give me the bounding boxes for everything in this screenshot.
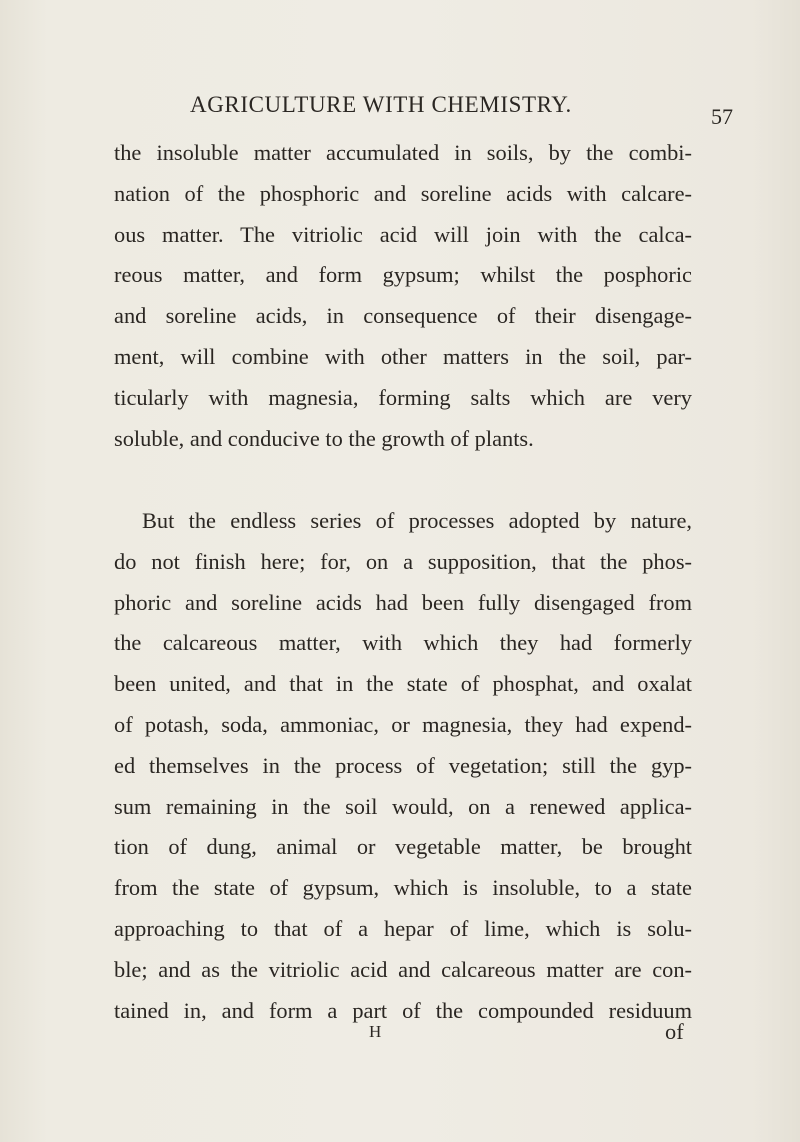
text-line: nation of the phosphoric and soreline acids with calcare- xyxy=(114,180,692,206)
text-line: ticularly with magnesia, forming salts which are very xyxy=(114,384,692,410)
text-line: phoric and soreline acids had been fully disengaged from xyxy=(114,589,692,615)
paragraph-2 xyxy=(114,501,692,1031)
text-line: from the state of gypsum, which is insoluble, to a state xyxy=(114,875,692,901)
text-line: soluble, and conducive to the growth of plants. xyxy=(114,425,534,451)
text-line: But the endless series of processes adopted by nature, xyxy=(142,508,692,533)
text-line: tained in, and form a part of the compounded residuum xyxy=(114,997,692,1023)
text-line: ble; and as the vitriolic acid and calcareous matter are con- xyxy=(114,956,692,982)
text-line: ous matter. The vitriolic acid will join with the calca- xyxy=(114,221,692,247)
text-line: sum remaining in the soil would, on a renewed applica- xyxy=(114,793,692,819)
running-title: AGRICULTURE WITH CHEMISTRY. xyxy=(190,92,572,117)
text-line: ment, will combine with other matters in the soil, par- xyxy=(114,343,692,369)
text-line: tion of dung, animal or vegetable matter, be brought xyxy=(114,834,692,860)
text-line: approaching to that of a hepar of lime, which is solu- xyxy=(114,915,692,941)
text-line: ed themselves in the process of vegetation; still the gyp- xyxy=(114,752,692,778)
signature-mark: H xyxy=(369,1022,383,1041)
text-line: reous matter, and form gypsum; whilst the posphoric xyxy=(114,262,692,288)
text-line: do not finish here; for, on a supposition, that the phos- xyxy=(114,548,692,574)
catchword: of xyxy=(665,1019,684,1044)
text-line: the insoluble matter accumulated in soils, by the combi- xyxy=(114,140,692,165)
text-line: and soreline acids, in consequence of their disengage- xyxy=(114,303,692,329)
text-line: the calcareous matter, with which they had formerly xyxy=(114,630,692,656)
paragraph-1 xyxy=(114,133,692,459)
text-line: been united, and that in the state of phosphat, and oxalat xyxy=(114,671,692,697)
page-number: 57 xyxy=(711,104,733,129)
text-line: of potash, soda, ammoniac, or magnesia, they had expend- xyxy=(114,711,692,737)
